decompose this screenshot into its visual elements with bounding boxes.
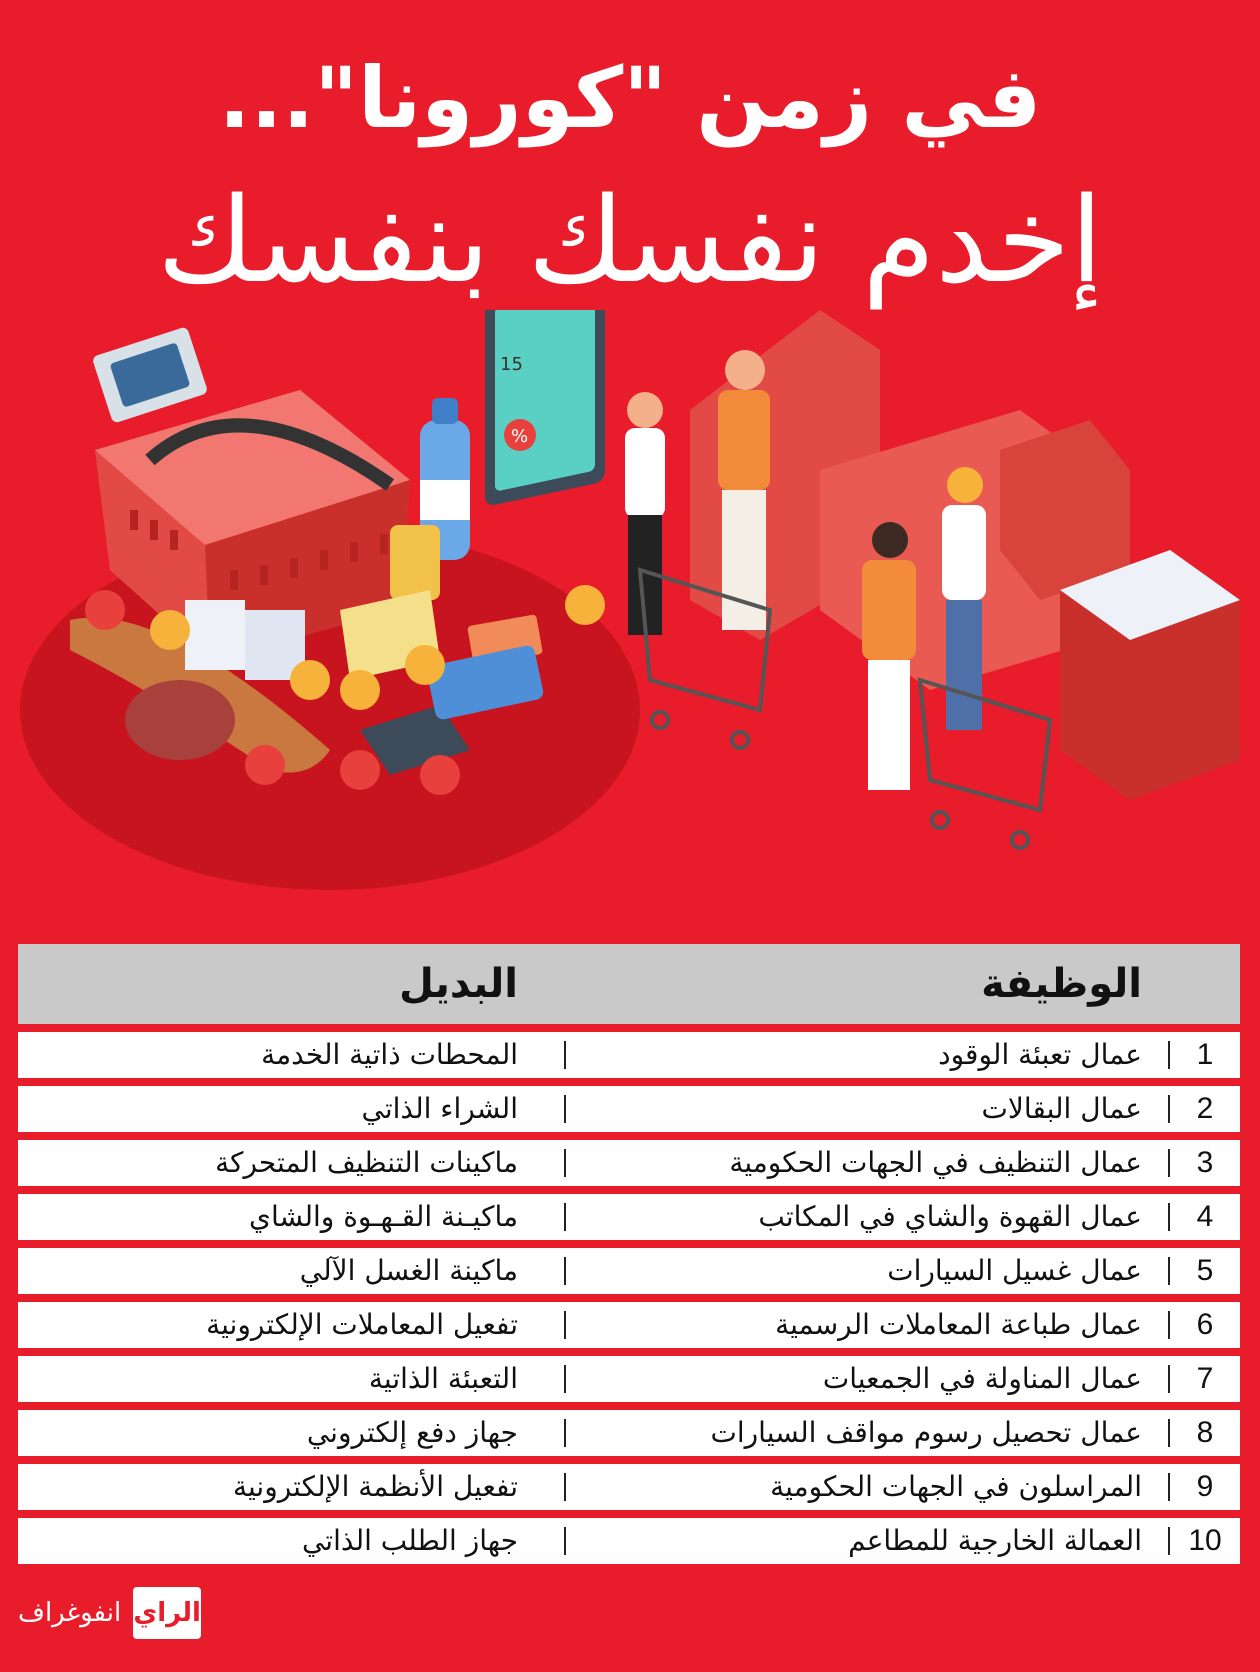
- milk-carton-icon: [185, 600, 245, 670]
- row-number: 8: [1196, 1416, 1214, 1449]
- alternative-cell: تفعيل المعاملات الإلكترونية: [206, 1308, 518, 1341]
- table-header: [18, 944, 1240, 1024]
- job-cell: العمالة الخارجية للمطاعم: [848, 1524, 1142, 1557]
- row-divider: [1168, 1041, 1170, 1069]
- headline-line-2: إخدم نفسك بنفسك: [157, 171, 1103, 309]
- headline-line-1: في زمن "كورونا"...: [218, 49, 1042, 147]
- row-divider: [1168, 1473, 1170, 1501]
- tablet-badge: %: [511, 426, 529, 447]
- row-divider: [564, 1149, 566, 1177]
- row-divider: [564, 1419, 566, 1447]
- can-icon: [390, 525, 440, 600]
- alternative-cell: التعبئة الذاتية: [368, 1362, 518, 1395]
- row-divider: [1168, 1419, 1170, 1447]
- row-divider: [1168, 1203, 1170, 1231]
- row-number: 9: [1196, 1470, 1214, 1503]
- alternative-cell: الشراء الذاتي: [361, 1092, 518, 1125]
- row-divider: [1168, 1149, 1170, 1177]
- alternative-cell: جهاز الطلب الذاتي: [301, 1524, 518, 1557]
- price-display-icon: [92, 326, 209, 423]
- ham-icon: [125, 680, 235, 760]
- row-divider: [564, 1365, 566, 1393]
- alternative-cell: ماكيـنة القـهـوة والشاي: [249, 1200, 518, 1233]
- tablet-icon: [485, 310, 605, 507]
- alrai-logo: الراي: [133, 1587, 201, 1639]
- jobs-alternatives-table: [18, 944, 1240, 1572]
- row-divider: [1168, 1365, 1170, 1393]
- table-body: [18, 1032, 1240, 1564]
- row-divider: [1168, 1311, 1170, 1339]
- row-number: 3: [1196, 1146, 1214, 1179]
- table-row: [18, 1086, 1240, 1132]
- table-row: [18, 1032, 1240, 1078]
- row-number: 5: [1196, 1254, 1214, 1287]
- table-row: [18, 1464, 1240, 1510]
- column-header-job: الوظيفة: [981, 961, 1142, 1007]
- alternative-cell: ماكينات التنظيف المتحركة: [215, 1146, 518, 1179]
- tablet-price: 15: [500, 354, 523, 375]
- job-cell: عمال التنظيف في الجهات الحكومية: [729, 1146, 1142, 1179]
- alternative-cell: تفعيل الأنظمة الإلكترونية: [232, 1470, 518, 1503]
- row-divider: [564, 1095, 566, 1123]
- row-divider: [564, 1473, 566, 1501]
- row-divider: [564, 1527, 566, 1555]
- alternative-cell: ماكينة الغسل الآلي: [299, 1254, 518, 1287]
- row-divider: [564, 1203, 566, 1231]
- row-number: 6: [1196, 1308, 1214, 1341]
- job-cell: عمال غسيل السيارات: [887, 1254, 1142, 1287]
- row-number: 10: [1188, 1524, 1222, 1557]
- footer-branding: [18, 1582, 201, 1644]
- job-cell: عمال تحصيل رسوم مواقف السيارات: [710, 1416, 1142, 1449]
- row-number: 1: [1196, 1038, 1214, 1071]
- alternative-cell: المحطات ذاتية الخدمة: [261, 1038, 518, 1071]
- infograph-label: انفوغراف: [18, 1598, 122, 1628]
- job-cell: عمال طباعة المعاملات الرسمية: [775, 1308, 1142, 1341]
- row-divider: [564, 1041, 566, 1069]
- row-divider: [1168, 1527, 1170, 1555]
- row-divider: [564, 1257, 566, 1285]
- table-row: [18, 1518, 1240, 1564]
- table-row: [18, 1356, 1240, 1402]
- row-number: 4: [1196, 1200, 1214, 1233]
- job-cell: عمال المناولة في الجمعيات: [822, 1362, 1142, 1395]
- row-divider: [1168, 1095, 1170, 1123]
- table-row: [18, 1410, 1240, 1456]
- row-divider: [564, 1311, 566, 1339]
- self-service-illustration: [0, 310, 1260, 900]
- row-divider: [1168, 1257, 1170, 1285]
- job-cell: عمال القهوة والشاي في المكاتب: [758, 1200, 1142, 1233]
- table-row: [18, 1140, 1240, 1186]
- job-cell: عمال البقالات: [981, 1092, 1142, 1125]
- alternative-cell: جهاز دفع إلكتروني: [306, 1416, 518, 1449]
- table-row: [18, 1248, 1240, 1294]
- row-number: 7: [1196, 1362, 1214, 1395]
- table-row: [18, 1194, 1240, 1240]
- job-cell: المراسلون في الجهات الحكومية: [770, 1470, 1142, 1503]
- job-cell: عمال تعبئة الوقود: [938, 1038, 1142, 1071]
- column-header-alternative: البديل: [399, 961, 518, 1007]
- row-number: 2: [1196, 1092, 1214, 1125]
- table-row: [18, 1302, 1240, 1348]
